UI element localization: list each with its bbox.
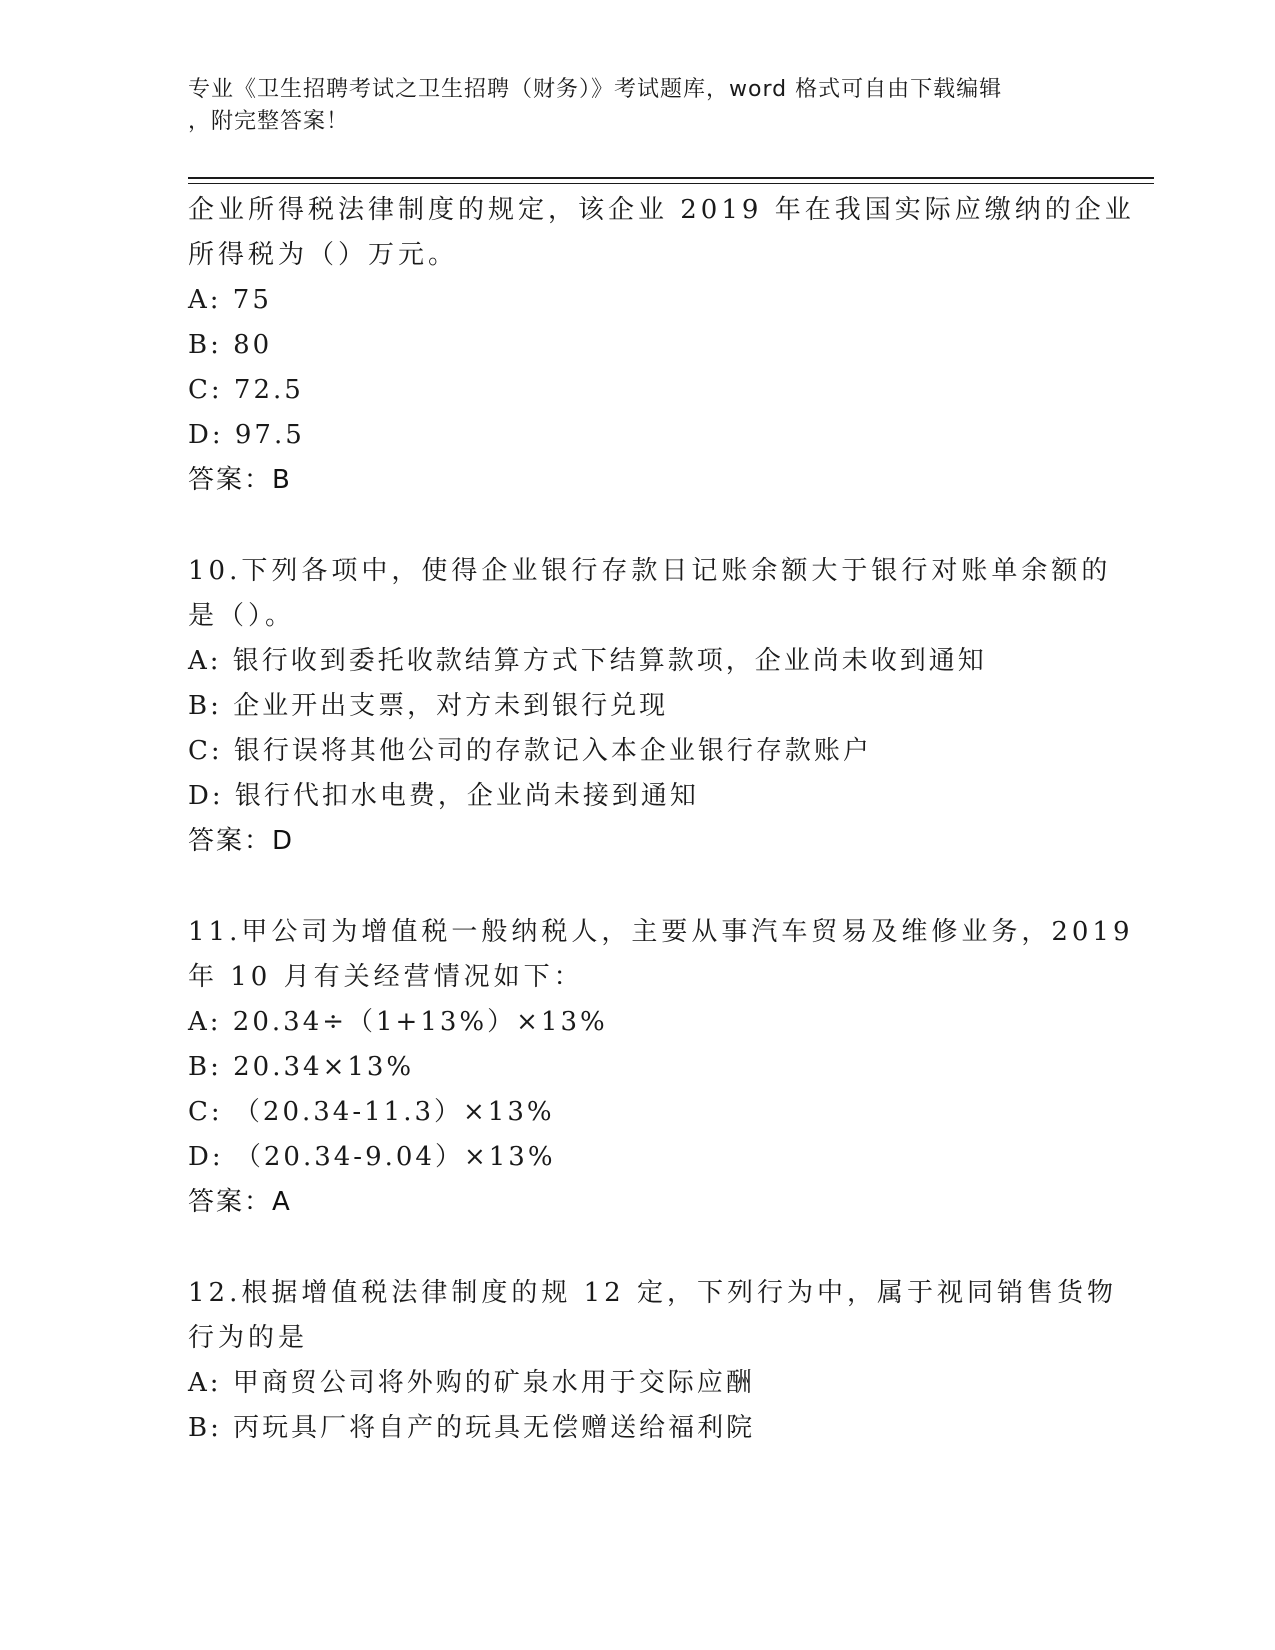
question-stem-line: 所得税为（）万元。 (188, 240, 459, 270)
option-a: A: 银行收到委托收款结算方式下结算款项，企业尚未收到通知 (188, 646, 987, 676)
question-stem-line: 11.甲公司为增值税一般纳税人，主要从事汽车贸易及维修业务，2019 (188, 917, 1134, 947)
option-d: D: 银行代扣水电费，企业尚未接到通知 (188, 781, 699, 811)
option-b: B: 企业开出支票，对方未到银行兑现 (188, 691, 669, 721)
question-10 (188, 549, 1112, 864)
header-line-2: ，附完整答案！ (188, 109, 350, 134)
question-content (188, 188, 1135, 1451)
question-spacer (188, 503, 1088, 549)
option-a: A: 甲商贸公司将外购的矿泉水用于交际应酬 (188, 1368, 755, 1398)
header-rule-thick (188, 177, 1154, 179)
answer-line: 答案：A (188, 1187, 292, 1217)
option-b: B: 80 (188, 330, 273, 360)
option-a: A: 75 (188, 285, 272, 315)
question-stem-line: 是（）。 (188, 601, 296, 631)
header-rule-thin (188, 183, 1154, 184)
question-stem-line: 行为的是 (188, 1323, 309, 1353)
option-d: D: （20.34-9.04）×13% (188, 1142, 556, 1172)
question-11 (188, 910, 1134, 1225)
option-a: A: 20.34÷（1+13%）×13% (188, 1007, 608, 1037)
answer-line: 答案：D (188, 826, 295, 856)
option-d: D: 97.5 (188, 420, 305, 450)
option-b: B: 丙玩具厂将自产的玩具无偿赠送给福利院 (188, 1413, 756, 1443)
question-12 (188, 1271, 1117, 1451)
option-c: C: 银行误将其他公司的存款记入本企业银行存款账户 (188, 736, 872, 766)
question-spacer (188, 1225, 1088, 1271)
question-stem-line: 企业所得税法律制度的规定，该企业 2019 年在我国实际应缴纳的企业 (188, 195, 1135, 225)
option-c: C: 72.5 (188, 375, 304, 405)
question-9 (188, 188, 1135, 503)
question-spacer (188, 864, 1088, 910)
question-stem-line: 12.根据增值税法律制度的规 12 定，下列行为中，属于视同销售货物 (188, 1278, 1117, 1308)
header-line-1: 专业《卫生招聘考试之卫生招聘（财务）》考试题库，word 格式可自由下载编辑 (188, 77, 1003, 102)
option-b: B: 20.34×13% (188, 1052, 415, 1082)
option-c: C: （20.34-11.3）×13% (188, 1097, 555, 1127)
answer-line: 答案：B (188, 465, 292, 495)
question-stem-line: 年 10 月有关经营情况如下： (188, 962, 584, 992)
document-header (188, 74, 1068, 138)
question-stem-line: 10.下列各项中，使得企业银行存款日记账余额大于银行对账单余额的 (188, 556, 1112, 586)
